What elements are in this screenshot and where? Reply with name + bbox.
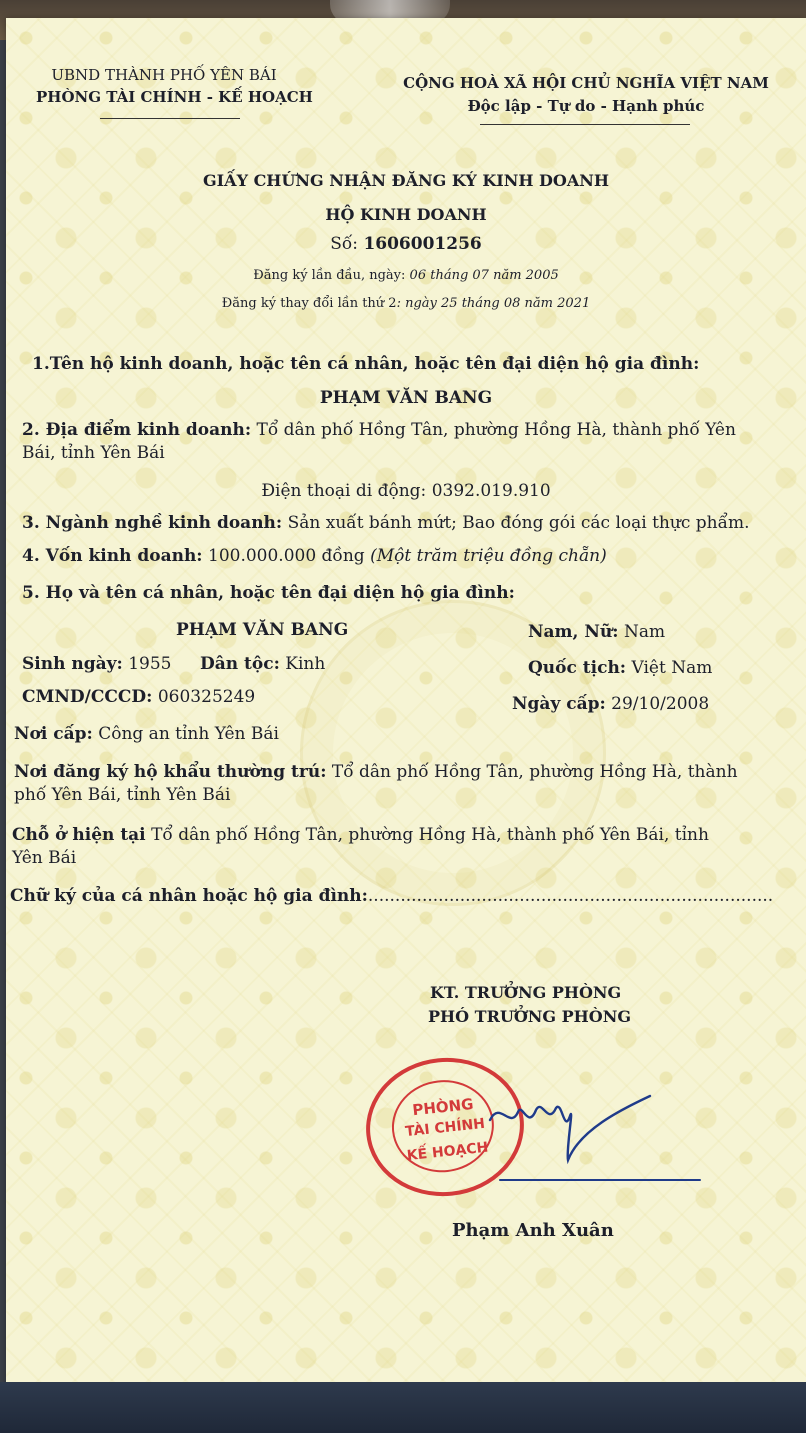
id-line [22,687,255,707]
signature-dots: ........................................................................... [367,886,774,906]
issue-date-line [512,694,709,714]
header-right-line1: CỘNG HOÀ XÃ HỘI CHỦ NGHĨA VIỆT NAM [403,74,769,92]
residence-line1 [14,762,738,782]
first-registration-label: Đăng ký lần đầu, ngày: [253,268,406,283]
phone-line [6,481,806,501]
change-registration [6,296,806,311]
section-4 [22,546,607,566]
signature-label: Chữ ký của cá nhân hoặc hộ gia đình: [10,886,368,906]
dob-value: 1955 [128,654,172,674]
nationality-line [528,658,712,678]
header-right-rule [480,124,690,125]
current-value-line2: Yên Bái [12,848,77,868]
section-1-label: 1.Tên hộ kinh doanh, hoặc tên cá nhân, hoặc tên đại diện hộ gia đình: [32,354,700,374]
seal-line2: TÀI CHÍNH [404,1115,486,1141]
header-left-line2: PHÒNG TÀI CHÍNH - KẾ HOẠCH [36,88,313,106]
residence-label: Nơi đăng ký hộ khẩu thường trú: [14,762,327,782]
current-line1 [12,825,709,845]
current-value-line1: Tổ dân phố Hồng Tân, phường Hồng Hà, thành phố Yên Bái, tỉnh [151,825,709,845]
certificate-number-value: 1606001256 [363,234,482,254]
issue-date-label: Ngày cấp: [512,694,606,714]
section-2-line1 [22,420,736,440]
dob-label: Sinh ngày: [22,654,123,674]
first-registration-value: 06 tháng 07 năm 2005 [409,268,559,283]
gender-label: Nam, Nữ: [528,622,619,642]
issue-place-line [14,724,279,744]
nationality-value: Việt Nam [631,658,713,678]
section-4-value: 100.000.000 đồng [208,546,365,566]
ethnic-label: Dân tộc: [200,654,280,674]
issue-date-value: 29/10/2008 [611,694,710,714]
section-3 [22,513,750,533]
header-right-line2: Độc lập - Tự do - Hạnh phúc [467,97,705,115]
seal-line3: KẾ HOẠCH [406,1139,490,1165]
section-2-value-line2: Bái, tỉnh Yên Bái [22,443,165,463]
section-3-value: Sản xuất bánh mứt; Bao đóng gói các loại thực phẩm. [287,513,750,533]
gender-value: Nam [623,622,666,642]
residence-value-line1: Tổ dân phố Hồng Tân, phường Hồng Hà, thành [331,762,738,782]
certificate-number [6,234,806,254]
section-2-label: 2. Địa điểm kinh doanh: [22,420,252,440]
section-4-words: (Một trăm triệu đồng chẵn) [370,546,607,566]
background-bottom [0,1382,806,1433]
change-registration-value: : ngày 25 tháng 08 năm 2021 [396,296,591,311]
section-5-label: 5. Họ và tên cá nhân, hoặc tên đại diện hộ gia đình: [22,583,515,603]
section-2-value-line1: Tổ dân phố Hồng Tân, phường Hồng Hà, thành phố Yên [256,420,736,440]
id-value: 060325249 [157,687,256,707]
section-1-value: PHẠM VĂN BANG [319,388,493,408]
certificate-number-label: Số: [330,234,359,254]
signature-line [10,886,773,906]
ethnic-value: Kinh [285,654,326,674]
phone-label: Điện thoại di động: [261,481,427,501]
page-subtitle: HỘ KINH DOANH [325,205,487,224]
gender-line [528,622,665,642]
header-left-line1: UBND THÀNH PHỐ YÊN BÁI [51,66,277,84]
current-label: Chỗ ở hiện tại [12,825,146,845]
watermark-emblem-icon [300,600,606,906]
first-registration [6,268,806,283]
section-5-name: PHẠM VĂN BANG [176,620,349,640]
id-label: CMND/CCCD: [22,687,153,707]
signoff-line2: PHÓ TRƯỞNG PHÒNG [428,1007,631,1026]
issue-place-value: Công an tỉnh Yên Bái [98,724,279,744]
issue-place-label: Nơi cấp: [14,724,93,744]
change-registration-label: Đăng ký thay đổi lần thứ 2 [221,296,397,311]
phone-value: 0392.019.910 [431,481,551,501]
signoff-line1: KT. TRƯỞNG PHÒNG [430,983,622,1002]
handwritten-signature-icon [470,1090,710,1200]
page-title: GIẤY CHỨNG NHẬN ĐĂNG KÝ KINH DOANH [203,171,609,190]
seal-line1: PHÒNG [411,1094,475,1120]
residence-value-line2: phố Yên Bái, tỉnh Yên Bái [14,785,231,805]
section-3-label: 3. Ngành nghề kinh doanh: [22,513,283,533]
signer-name: Phạm Anh Xuân [452,1220,614,1241]
section-4-label: 4. Vốn kinh doanh: [22,546,203,566]
dob-line [22,654,171,674]
ethnic-line [200,654,325,674]
header-left-rule [100,118,240,119]
nationality-label: Quốc tịch: [528,658,627,678]
